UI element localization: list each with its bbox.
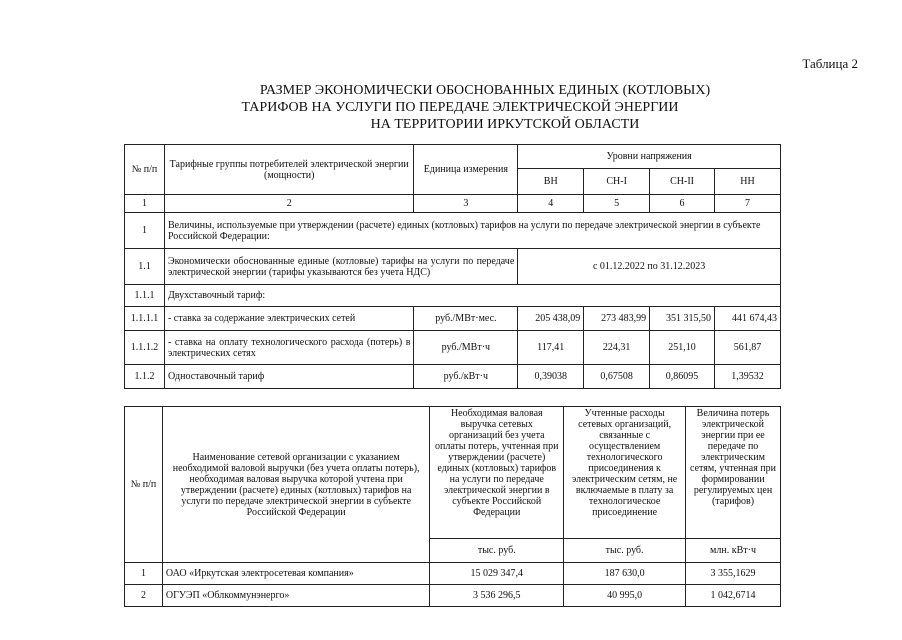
index-cell: 7 [715, 195, 781, 213]
header-row [125, 145, 781, 169]
table-row [125, 585, 781, 607]
value-nvv: 3 536 296,5 [430, 585, 564, 607]
row-text: - ставка на оплату технологического расхода (потерь) в электрических сетях [164, 331, 413, 365]
unit-nvv: тыс. руб. [430, 539, 564, 563]
row-text: Экономически обоснованные единые (котловые) тарифы на услуги по передаче электрической энергии (тарифы указываются без учета НДС) [164, 249, 517, 285]
value-sn1: 273 483,99 [584, 307, 650, 331]
header-groups: Тарифные группы потребителей электрической энергии (мощности) [164, 145, 413, 195]
value-vn: 0,39038 [518, 365, 584, 389]
unit-costs: тыс. руб. [564, 539, 686, 563]
value-sn2: 0,86095 [650, 365, 715, 389]
table-row [125, 331, 781, 365]
row-text: Двухставочный тариф: [164, 285, 780, 307]
header-nvv: Необходимая валовая выручка сетевых организаций без учета оплаты потерь, учтенная при утверждении (расчете) единых (котловых) тарифов на услуги по передаче электрической энергии в субъекте Российской Федерации [430, 407, 564, 539]
org-name: ОГУЭП «Облкоммунэнерго» [162, 585, 429, 607]
network-organizations-table [124, 406, 781, 607]
table-label: Таблица 2 [802, 56, 858, 71]
index-cell: 3 [414, 195, 518, 213]
value-sn1: 0,67508 [584, 365, 650, 389]
header-row [125, 407, 781, 539]
unit-losses: млн. кВт·ч [686, 539, 781, 563]
value-losses: 3 355,1629 [686, 563, 781, 585]
index-cell: 6 [650, 195, 715, 213]
period-cell: с 01.12.2022 по 31.12.2023 [518, 249, 781, 285]
unit-cell: руб./кВт·ч [414, 365, 518, 389]
row-text: Одноставочный тариф [164, 365, 413, 389]
unit-cell: руб./МВт·мес. [414, 307, 518, 331]
table-row [125, 213, 781, 249]
index-cell: 4 [518, 195, 584, 213]
header-vn: ВН [518, 169, 584, 195]
value-nn: 561,87 [715, 331, 781, 365]
table-row [125, 307, 781, 331]
header-nn: НН [715, 169, 781, 195]
row-num: 1.1.1.1 [125, 307, 165, 331]
value-sn1: 224,31 [584, 331, 650, 365]
row-num: 1.1.1.2 [125, 331, 165, 365]
row-num: 1 [125, 213, 165, 249]
title-line-2: ТАРИФОВ НА УСЛУГИ ПО ПЕРЕДАЧЕ ЭЛЕКТРИЧЕСКОЙ ЭНЕРГИИ [241, 100, 679, 115]
index-row [125, 195, 781, 213]
header-unit: Единица измерения [414, 145, 518, 195]
table-row [125, 285, 781, 307]
document-title [180, 82, 740, 133]
index-cell: 1 [125, 195, 165, 213]
header-losses: Величина потерь электрической энергии при ее передаче по электрическим сетям, учтенная при формировании регулируемых цен (тарифов) [686, 407, 781, 539]
value-nvv: 15 029 347,4 [430, 563, 564, 585]
index-cell: 5 [584, 195, 650, 213]
row-num: 1 [125, 563, 163, 585]
header-sn1: СН-I [584, 169, 650, 195]
value-sn2: 251,10 [650, 331, 715, 365]
header-num: № п/п [125, 407, 163, 563]
value-vn: 205 438,09 [518, 307, 584, 331]
title-line-1: РАЗМЕР ЭКОНОМИЧЕСКИ ОБОСНОВАННЫХ ЕДИНЫХ (КОТЛОВЫХ) [259, 83, 711, 98]
value-nn: 1,39532 [715, 365, 781, 389]
row-num: 1.1 [125, 249, 165, 285]
table-row [125, 563, 781, 585]
row-num: 1.1.2 [125, 365, 165, 389]
unit-cell: руб./МВт·ч [414, 331, 518, 365]
title-line-3: НА ТЕРРИТОРИИ ИРКУТСКОЙ ОБЛАСТИ [370, 117, 640, 132]
value-losses: 1 042,6714 [686, 585, 781, 607]
value-costs: 40 995,0 [564, 585, 686, 607]
value-nn: 441 674,43 [715, 307, 781, 331]
row-text: - ставка за содержание электрических сетей [164, 307, 413, 331]
org-name: ОАО «Иркутская электросетевая компания» [162, 563, 429, 585]
tariff-table [124, 144, 781, 389]
row-num: 2 [125, 585, 163, 607]
row-text: Величины, используемые при утверждении (расчете) единых (котловых) тарифов на услуги по передаче электрической энергии в субъекте Российской Федерации: [164, 213, 780, 249]
header-num: № п/п [125, 145, 165, 195]
value-sn2: 351 315,50 [650, 307, 715, 331]
header-levels: Уровни напряжения [518, 145, 781, 169]
header-costs: Учтенные расходы сетевых организаций, связанные с осуществлением технологического присоединения к электрическим сетям, не включаемые в плату за технологическое присоединение [564, 407, 686, 539]
value-vn: 117,41 [518, 331, 584, 365]
value-costs: 187 630,0 [564, 563, 686, 585]
table-row [125, 365, 781, 389]
table-row [125, 249, 781, 285]
header-name: Наименование сетевой организации с указанием необходимой валовой выручки (без учета оплаты потерь), необходимая валовая выручка которой учтена при утверждении (расчете) единых (котловых) тарифов на услуги по передаче электрической энергии в субъекте Российской Федерации [162, 407, 429, 563]
header-sn2: СН-II [650, 169, 715, 195]
index-cell: 2 [164, 195, 413, 213]
row-num: 1.1.1 [125, 285, 165, 307]
